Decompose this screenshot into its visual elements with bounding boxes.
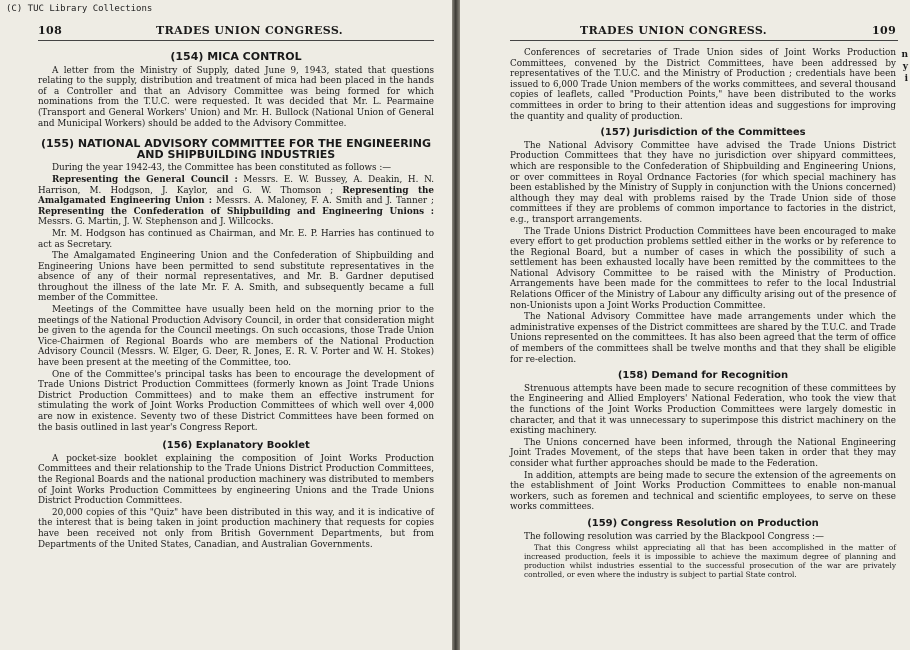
section-156-paragraph: A pocket-size booklet explaining the composition of Joint Works Production Committees and their relationship to the Trade Unions District Production Committees, the Regional Boards and the national production machinery was distributed to members of Joint Works Production Committees by engineering Unions and the Trade Unions District Production Committees.: [38, 453, 434, 507]
margin-mark: y: [902, 62, 908, 72]
section-158-title: (158) Demand for Recognition: [617, 370, 789, 382]
left-running-head: TRADES UNION CONGRESS.: [156, 24, 344, 37]
section-157-title: (157) Jurisdiction of the Committees: [600, 127, 806, 139]
right-page-number: 109: [872, 24, 897, 37]
rep-confederation-label: Representing the Confederation of Shipbuilding and Engineering Unions :: [38, 206, 434, 217]
section-158-paragraph: In addition, attempts are being made to secure the extension of the agreements on the establishment of Joint Works Production Committees to enable non-manual workers, such as foremen and technical and scientific employees, to serve on these works committees.: [510, 470, 896, 513]
section-155-paragraph: One of the Committee's principal tasks has been to encourage the development of Trade Unions District Production Committees (formerly known as Joint Trade Unions District Production Committees) and to make them an effective instrument for stimulating the work of Joint Works Production Committees of which well over 4,000 are now in existence. Seventy two of these District Committees have been formed on the basis outlined in last year's Congress Report.: [38, 369, 434, 433]
section-155-paragraph: Meetings of the Committee have usually been held on the morning prior to the meetings of the National Production Advisory Council, in order that consideration might be given to the agenda for the Council meetings. On such occasions, those Trade Union Vice-Chairmen of Regional Boards who are members of the National Production Advisory Council (Messrs. W. Elger, G. Deer, R. Jones, E. R. V. Porter and W. H. Stokes) have been present at the meeting of the Committee, too.: [38, 305, 434, 369]
rep-confederation-text: Messrs. G. Martin, J. W. Stephenson and J. Willcocks.: [38, 217, 274, 228]
right-running-head: TRADES UNION CONGRESS.: [580, 24, 768, 37]
book-gutter: [452, 0, 460, 650]
right-header-rule: [510, 40, 898, 41]
left-page-number: 108: [38, 24, 63, 37]
section-159-title: (159) Congress Resolution on Production: [587, 517, 819, 529]
section-157-paragraph: The Trade Unions District Production Committees have been encouraged to make every effort to get production problems settled either in the works or by reference to the Regional Board, but a number of cases in which the possibility of such a settlement has been exhausted locally have been remitted by the committees to the National Advisory Committee to be raised with the Ministry of Production. Arrangements have been made for the committees to refer to the local Industrial Relations Officer of the Ministry of Labour any difficulty arising out of the presence of non-Unionists upon a Joint Works Production Committee.: [510, 226, 896, 311]
left-header-rule: [38, 40, 434, 41]
section-155-intro: During the year 1942-43, the Committee has been constituted as follows :—: [52, 163, 392, 174]
left-page-content: [38, 50, 434, 551]
rep-aeu-label: Representing the Amalgamated Engineering Union :: [38, 185, 434, 207]
resolution-text-block: [524, 544, 896, 579]
left-page: [0, 0, 452, 650]
section-158-paragraph: Strenuous attempts have been made to secure recognition of these committees by the Engineering and Allied Employers' National Federation, who took the view that the functions of the Joint Works Production Committees were largely domestic in character, and that it was unnecessary to superimpose this district machinery on the existing machinery.: [510, 383, 896, 437]
right-page-content: [510, 48, 896, 580]
section-154-title: (154) MICA CONTROL: [170, 50, 302, 63]
margin-mark: i: [904, 74, 908, 84]
resolution-paragraph: That this Congress whilst appreciating all that has been accomplished in the matter of increased production, feels it is impossible to achieve the maximum degree of planning and production whilst industries essential to the successful prosecution of the war are privately controlled, or even where the industry is subject to partial State control.: [524, 543, 896, 579]
rep-general-council-label: Representing the General Council :: [52, 174, 238, 185]
section-157-paragraph: The National Advisory Committee have made arrangements under which the administrative expenses of the District committees are shared by the T.U.C. and Trade Unions represented on the committees. It has also been agreed that the term of office of members of the committees shall be twelve months and that they shall be eligible for re-election.: [510, 312, 896, 365]
opening-paragraph: Conferences of secretaries of Trade Union sides of Joint Works Production Committees, convened by the District Committees, have been addressed by representatives of the T.U.C. and the Ministry of Production ; credentials have been issued to 6,000 Trade Union members of the works committees, and several thousand copies of leaflets, called "Production Points," have been distributed to the works committees in order to bring to their attention ideas and suggestions for improving the quantity and quality of production.: [510, 48, 896, 122]
section-154-paragraph: A letter from the Ministry of Supply, dated June 9, 1943, stated that questions relating to the supply, distribution and treatment of mica had been placed in the hands of a Controller and that an Advisory Committee was being formed for which nominations from the T.U.C. were requested. It was decided that Mr. L. Pearmaine (Transport and General Workers' Union) and Mr. H. Bullock (National Union of General and Municipal Workers) should be added to the Advisory Committee.: [38, 65, 434, 129]
section-155-title: (155) NATIONAL ADVISORY COMMITTEE FOR THE ENGINEERING AND SHIPBUILDING INDUSTRIES: [40, 137, 432, 161]
margin-mark: n: [901, 50, 908, 60]
section-159-paragraph: The following resolution was carried by the Blackpool Congress :—: [524, 531, 824, 542]
section-155-representatives: [38, 175, 434, 228]
section-155-paragraph: The Amalgamated Engineering Union and the Confederation of Shipbuilding and Engineering Unions have been permitted to send substitute representatives in the absence of any of their normal representatives, and Mr. B. Gardner deputised throughout the illness of the late Mr. F. A. Smith, and subsequently became a full member of the Committee.: [38, 251, 434, 304]
copyright-watermark: (C) TUC Library Collections: [6, 4, 153, 14]
rep-aeu-text: Messrs. A. Maloney, F. A. Smith and J. Tanner ;: [211, 196, 434, 207]
section-155-paragraph: Mr. M. Hodgson has continued as Chairman, and Mr. E. P. Harries has continued to act as Secretary.: [38, 228, 434, 250]
rep-general-council-text: Messrs. E. W. Bussey, A. Deakin, H. N. Harrison, M. Hodgson, J. Kaylor, and G. W. Thomson ;: [38, 174, 434, 196]
right-page: [460, 0, 910, 650]
section-158-paragraph: The Unions concerned have been informed, through the National Engineering Joint Trades Movement, of the steps that have been taken in order that they may consider what further approaches should be made to the Federation.: [510, 437, 896, 469]
section-156-title: (156) Explanatory Booklet: [162, 440, 310, 452]
section-156-paragraph: 20,000 copies of this "Quiz" have been distributed in this way, and it is indicative of the interest that is being taken in joint production machinery that requests for copies have been received not only from British Government Departments, but from Departments of the United States, Canadian, and Australian Governments.: [38, 507, 434, 550]
section-157-paragraph: The National Advisory Committee have advised the Trade Unions District Production Committees that they have no jurisdiction over shipyard committees, which are responsible to the Confederation of Shipbuilding and Engineering Unions, or over committees in Royal Ordnance Factories (for which special machinery has been established by the Ministry of Supply in conjunction with the Unions concerned) although they may deal with problems raised by the Trade Union side of those committees if they are problems of common importance to factories in the district, e.g., transport arrangements.: [510, 140, 896, 225]
